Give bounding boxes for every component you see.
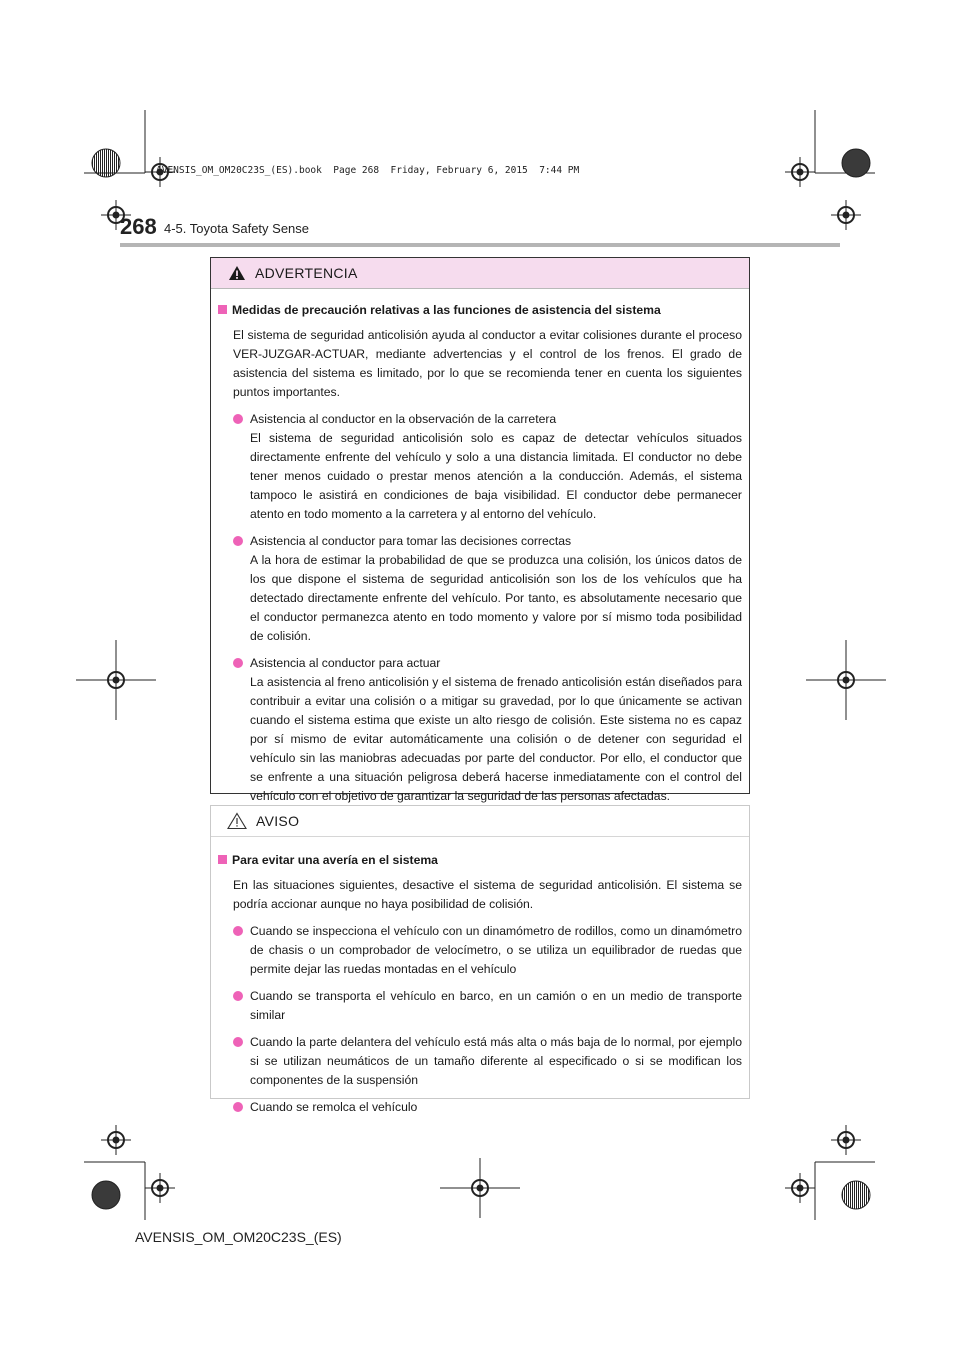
warning-box bbox=[210, 257, 750, 803]
bullet-title: Asistencia al conductor en la observación de la carretera bbox=[250, 412, 557, 426]
round-bullet-icon bbox=[233, 536, 243, 546]
caution-triangle-icon bbox=[227, 812, 247, 830]
bullet-text: A la hora de estimar la probabilidad de que se produzca una colisión, los únicos datos de los que dispone el sistema de seguridad anticolisión son los de los vehículos que ha detectado directamente enfrente del vehículo. Por tanto, es absolutamente necesario que el conductor permanezca atento en todo momento y valore por sí mismo toda posibilidad de colisión. bbox=[250, 553, 742, 643]
notice-body bbox=[211, 837, 749, 1117]
bullet-text: Cuando se inspecciona el vehículo con un dinamómetro de rodillos, como un dinamómetro de chasis o un comprobador de velocímetro, o se utiliza un equilibrador de ruedas que permite dejar las ruedas montadas en el vehículo bbox=[250, 924, 742, 976]
book-info: AVENSIS_OM_OM20C23S_(ES).book Page 268 Friday, February 6, 2015 7:44 PM bbox=[156, 165, 580, 176]
list-item bbox=[233, 654, 742, 806]
list-item bbox=[233, 922, 742, 979]
warning-triangle-icon bbox=[228, 265, 246, 281]
square-bullet-icon bbox=[218, 305, 227, 314]
bullet-text: La asistencia al freno anticolisión y el sistema de frenado anticolisión están diseñados para contribuir a evitar una colisión o a mitigar su gravedad, por lo que únicamente se activan cuando el sistema estima que existe un alto riesgo de colisión. Este sistema no es capaz por sí mismo de evitar automáticamente una colisión o de detener con seguridad el vehículo sin las maniobras adecuadas por parte del conductor. Por ello, el conductor que se enfrente a una situación peligrosa deberá hacerse inmediatamente con el control del vehículo con el objetivo de garantizar la seguridad de las personas afectadas. bbox=[250, 675, 742, 803]
notice-header bbox=[211, 806, 749, 837]
section-title: 4-5. Toyota Safety Sense bbox=[164, 221, 310, 236]
notice-label: AVISO bbox=[256, 813, 300, 829]
square-bullet-icon bbox=[218, 855, 227, 864]
bullet-text: El sistema de seguridad anticolisión solo es capaz de detectar vehículos situados directamente enfrente del vehículo y solo a una distancia limitada. El conductor no debe tener menos cuidado o prestar menos atención a la conducción. Además, el sistema tampoco le asistirá en condiciones de baja visibilidad. El conductor debe permanecer atento en todo momento a la carretera y al entorno del vehículo. bbox=[250, 431, 742, 521]
list-item bbox=[233, 1033, 742, 1090]
warning-label: ADVERTENCIA bbox=[255, 265, 358, 281]
notice-intro: En las situaciones siguientes, desactive el sistema de seguridad anticolisión. El sistema se podría accionar aunque no haya posibilidad de colisión. bbox=[233, 878, 742, 911]
round-bullet-icon bbox=[233, 991, 243, 1001]
list-item bbox=[233, 532, 742, 646]
list-item bbox=[233, 987, 742, 1025]
warning-header bbox=[211, 258, 749, 289]
round-bullet-icon bbox=[233, 1102, 243, 1112]
warning-section-heading bbox=[218, 301, 742, 319]
notice-box bbox=[210, 805, 750, 1114]
footer-code: AVENSIS_OM_OM20C23S_(ES) bbox=[135, 1229, 342, 1245]
page-number: 268 bbox=[120, 214, 157, 239]
bullet-title: Asistencia al conductor para tomar las decisiones correctas bbox=[250, 534, 572, 548]
bullet-text: Cuando la parte delantera del vehículo está más alta o más baja de lo normal, por ejemplo si se utilizan neumáticos de un tamaño diferente al especificado o si se modifican los componentes de la suspensión bbox=[250, 1035, 742, 1087]
bullet-text: Cuando se remolca el vehículo bbox=[250, 1100, 418, 1114]
round-bullet-icon bbox=[233, 658, 243, 668]
header-rule bbox=[120, 243, 840, 247]
round-bullet-icon bbox=[233, 414, 243, 424]
warning-section-title: Medidas de precaución relativas a las funciones de asistencia del sistema bbox=[232, 303, 661, 317]
bullet-text: Cuando se transporta el vehículo en barco, en un camión o en un medio de transporte similar bbox=[250, 989, 742, 1022]
warning-body bbox=[211, 289, 749, 806]
warning-intro: El sistema de seguridad anticolisión ayuda al conductor a evitar colisiones durante el proceso VER-JUZGAR-ACTUAR, mediante advertencias y el control de los frenos. El grado de asistencia del sistema es limitado, por lo que se recomienda tener en cuenta los siguientes puntos importantes. bbox=[233, 328, 742, 399]
notice-section-heading bbox=[218, 851, 742, 869]
bullet-title: Asistencia al conductor para actuar bbox=[250, 656, 441, 670]
notice-section-title: Para evitar una avería en el sistema bbox=[232, 853, 438, 867]
list-item bbox=[233, 1098, 742, 1117]
round-bullet-icon bbox=[233, 1037, 243, 1047]
round-bullet-icon bbox=[233, 926, 243, 936]
list-item bbox=[233, 410, 742, 524]
